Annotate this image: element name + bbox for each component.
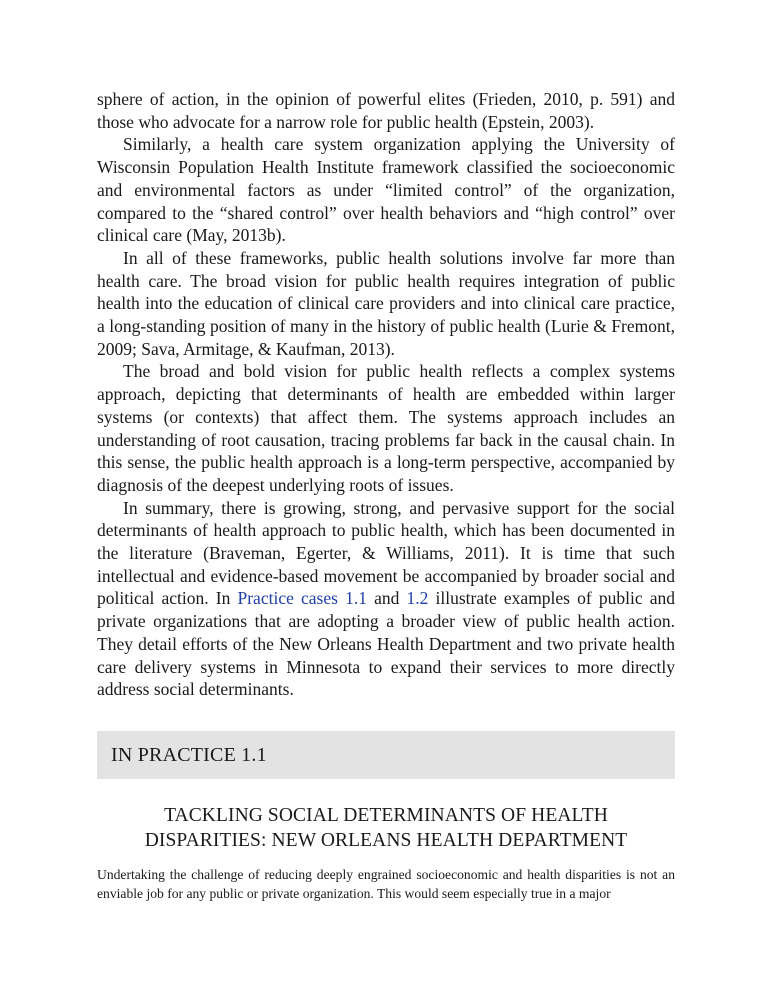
- body-paragraph-2: Similarly, a health care system organization applying the University of Wisconsin Population Health Institute framework classified the socioeconomic and environmental factors as under “limited control” of the organization, compared to the “shared control” over health behaviors and “high control” over clinical care (May, 2013b).: [97, 134, 675, 246]
- body-paragraph-5: [97, 497, 675, 701]
- in-practice-label: IN PRACTICE 1.1: [111, 743, 267, 766]
- practice-case-title-line-1: TACKLING SOCIAL DETERMINANTS OF HEALTH: [164, 805, 608, 826]
- paragraph-5-text-mid: and: [366, 588, 407, 609]
- paragraph-5-text-start: In summary, there is growing, strong, and pervasive support for the social determinants of health approach to public health, which has been documented in the literature (Braveman, Egerter, & Williams, 2011). It is time that such intellectual and evidence-based movement be accompanied by broader social and political action. In: [97, 497, 675, 609]
- practice-cases-1-1-link[interactable]: Practice cases 1.1: [237, 588, 367, 609]
- practice-case-body: Undertaking the challenge of reducing deeply engrained socioeconomic and health disparities is not an enviable job for any public or private organization. This would seem especially true in a major: [97, 867, 675, 901]
- body-paragraph-3: In all of these frameworks, public health solutions involve far more than health care. The broad vision for public health requires integration of public health into the education of clinical care providers and into clinical care practice, a long-standing position of many in the history of public health (Lurie & Fremont, 2009; Sava, Armitage, & Kaufman, 2013).: [97, 247, 675, 359]
- main-text-column: [97, 88, 675, 701]
- practice-case-title-line-2: DISPARITIES: NEW ORLEANS HEALTH DEPARTMENT: [144, 830, 628, 851]
- practice-case-title: [97, 803, 675, 853]
- paragraph-5-text-end: illustrate examples of public and private organizations that are adopting a broader view of public health action. They detail efforts of the New Orleans Health Department and two private health care delivery systems in Minnesota to expand their services to more directly address social determinants.: [97, 588, 676, 700]
- body-paragraph-4: The broad and bold vision for public health reflects a complex systems approach, depicting that determinants of health are embedded within larger systems (or contexts) that affect them. The systems approach includes an understanding of root causation, tracing problems far back in the causal chain. In this sense, the public health approach is a long-term perspective, accompanied by diagnosis of the deepest underlying roots of issues.: [97, 361, 675, 495]
- body-paragraph-1: sphere of action, in the opinion of powerful elites (Frieden, 2010, p. 591) and those who advocate for a narrow role for public health (Epstein, 2003).: [97, 89, 675, 132]
- in-practice-banner: [97, 731, 675, 779]
- practice-case-1-2-link[interactable]: 1.2: [406, 588, 429, 609]
